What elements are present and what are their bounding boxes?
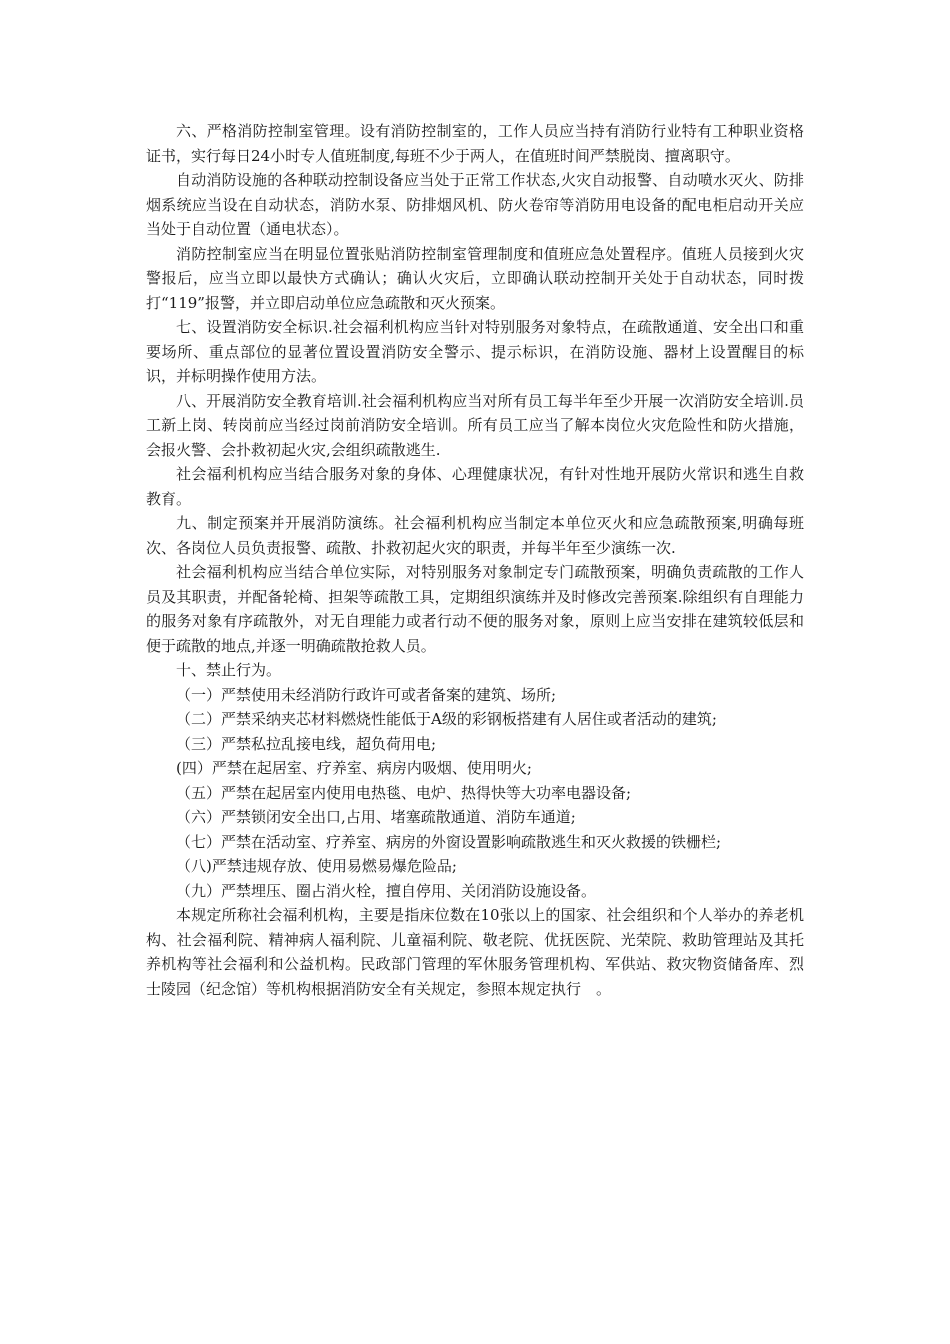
prohibition-item-2: （二）严禁采纳夹芯材料燃烧性能低于A级的彩钢板搭建有人居住或者活动的建筑; xyxy=(176,710,717,728)
prohibition-item-8: （八)严禁违规存放、使用易燃易爆危险品; xyxy=(176,857,457,875)
document-body xyxy=(146,119,804,1001)
paragraph-section-10-heading: 十、禁止行为。 xyxy=(176,661,282,679)
prohibition-item-6: （六）严禁锁闭安全出口,占用、堵塞疏散通道、消防车通道; xyxy=(176,808,576,826)
paragraph-section-7: 七、设置消防安全标识.社会福利机构应当针对特别服务对象特点，在疏散通道、安全出口和重要场所、重点部位的显著位置设置消防安全警示、提示标识，在消防设施、器材上设置醒目的标识，并标明操作使用方法。 xyxy=(146,318,804,385)
prohibition-item-4: (四）严禁在起居室、疗养室、病房内吸烟、使用明火; xyxy=(176,759,532,777)
paragraph-definition-closing: 本规定所称社会福利机构，主要是指床位数在10张以上的国家、社会组织和个人举办的养老机构、社会福利院、精神病人福利院、儿童福利院、敬老院、优抚医院、光荣院、救助管理站及其托养机构等社会福利和公益机构。民政部门管理的军休服务管理机构、军供站、救灾物资储备库、烈士陵园（纪念馆）等机构根据消防安全有关规定，参照本规定执行 。 xyxy=(146,906,804,998)
prohibition-item-1: （一）严禁使用未经消防行政许可或者备案的建筑、场所; xyxy=(176,685,557,704)
prohibition-item-3: （三）严禁私拉乱接电线，超负荷用电; xyxy=(176,734,437,753)
paragraph-auto-fire-facilities: 自动消防设施的各种联动控制设备应当处于正常工作状态,火灾自动报警、自动喷水灭火、防排烟系统应当设在自动状态，消防水泵、防排烟风机、防火卷帘等消防用电设备的配电柜启动开关应当处于自动位置（通电状态）。 xyxy=(146,171,804,238)
paragraph-section-6: 六、严格消防控制室管理。设有消防控制室的，工作人员应当持有消防行业特有工种职业资格证书，实行每日24小时专人值班制度,每班不少于两人，在值班时间严禁脱岗、擅离职守。 xyxy=(146,122,804,165)
paragraph-section-9: 九、制定预案并开展消防演练。社会福利机构应当制定本单位灭火和应急疏散预案,明确每班次、各岗位人员负责报警、疏散、扑救初起火灾的职责，并每半年至少演练一次. xyxy=(146,514,804,557)
paragraph-fire-education: 社会福利机构应当结合服务对象的身体、心理健康状况，有针对性地开展防火常识和逃生自救教育。 xyxy=(146,465,804,508)
prohibition-item-7: （七）严禁在活动室、疗养室、病房的外窗设置影响疏散逃生和灭火救援的铁栅栏; xyxy=(176,832,722,851)
prohibition-item-9: （九）严禁埋压、圈占消火栓，擅自停用、关闭消防设施设备。 xyxy=(176,881,597,900)
paragraph-evacuation-plan: 社会福利机构应当结合单位实际，对特别服务对象制定专门疏散预案，明确负责疏散的工作人员及其职责，并配备轮椅、担架等疏散工具，定期组织演练并及时修改完善预案.除组织有自理能力的服务对象有序疏散外，对无自理能力或者行动不便的服务对象，原则上应当安排在建筑较低层和便于疏散的地点,并逐一明确疏散抢救人员。 xyxy=(146,563,804,655)
prohibition-item-5: （五）严禁在起居室内使用电热毯、电炉、热得快等大功率电器设备; xyxy=(176,783,632,802)
paragraph-section-8: 八、开展消防安全教育培训.社会福利机构应当对所有员工每半年至少开展一次消防安全培训.员工新上岗、转岗前应当经过岗前消防安全培训。所有员工应当了解本岗位火灾危险性和防火措施，会报火警、会扑救初起火灾,会组织疏散逃生. xyxy=(146,391,804,459)
paragraph-control-room-procedure: 消防控制室应当在明显位置张贴消防控制室管理制度和值班应急处置程序。值班人员接到火灾警报后，应当立即以最快方式确认；确认火灾后，立即确认联动控制开关处于自动状态，同时拨打“119”报警，并立即启动单位应急疏散和灭火预案。 xyxy=(146,244,804,312)
